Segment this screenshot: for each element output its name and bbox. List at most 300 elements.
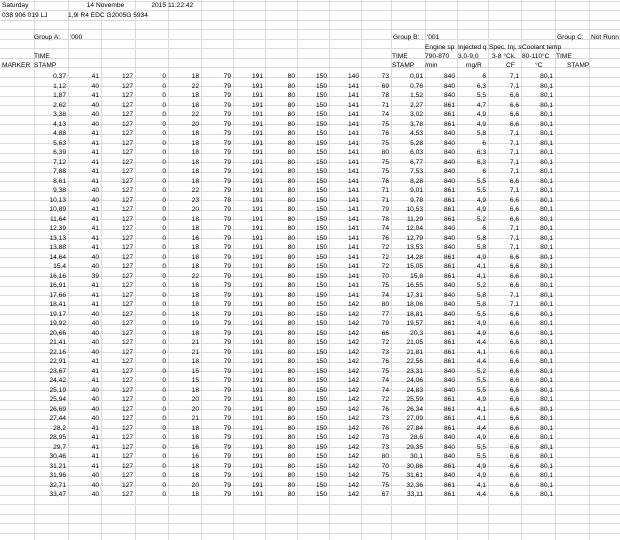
col-g-cell[interactable]: 191 [251, 158, 263, 166]
col-g-cell[interactable]: 191 [251, 139, 263, 147]
col-j-cell[interactable]: 141 [347, 177, 359, 185]
col-h-cell[interactable]: 80 [287, 301, 295, 308]
col-j-cell[interactable]: 141 [347, 187, 359, 194]
spec-inj-cell[interactable]: 7,1 [509, 82, 519, 90]
spec-inj-cell[interactable]: 7,1 [509, 244, 519, 251]
time-stamp-a-cell[interactable]: 16,16 [49, 272, 66, 280]
engine-speed-cell[interactable]: 840 [443, 472, 455, 479]
col-g-cell[interactable]: 191 [251, 472, 263, 479]
time-stamp-b-cell[interactable]: 10,53 [406, 206, 423, 213]
col-i-cell[interactable]: 150 [315, 158, 327, 166]
col-j-cell[interactable]: 141 [347, 206, 359, 213]
col-j-cell[interactable]: 142 [347, 367, 359, 375]
col-k-cell[interactable]: 76 [381, 234, 389, 242]
col-h-cell[interactable]: 80 [287, 139, 295, 147]
col-e-cell[interactable]: 20 [191, 120, 199, 128]
col-k-cell[interactable]: 76 [381, 424, 389, 432]
spec-inj-cell[interactable]: 7,1 [509, 234, 519, 242]
engine-speed-cell[interactable]: 840 [443, 282, 455, 289]
coolant-temp-cell[interactable]: 80,1 [540, 424, 553, 432]
col-e-cell[interactable]: 16 [191, 434, 199, 441]
engine-speed-cell[interactable]: 861 [443, 101, 455, 109]
col-c-cell[interactable]: 127 [121, 424, 133, 432]
col-e-cell[interactable]: 21 [191, 415, 199, 422]
col-j-cell[interactable]: 141 [347, 139, 359, 147]
col-e-cell[interactable]: 18 [191, 472, 199, 479]
col-k-cell[interactable]: 74 [381, 377, 389, 384]
col-b-cell[interactable]: 41 [91, 301, 99, 308]
col-e-cell[interactable]: 16 [191, 443, 199, 451]
injected-qty-cell[interactable]: 4,7 [476, 101, 486, 109]
col-f-cell[interactable]: 79 [223, 92, 231, 99]
time-stamp-b-cell[interactable]: 14,28 [406, 253, 423, 261]
time-header-c[interactable]: TIME [556, 53, 572, 60]
col-c-cell[interactable]: 127 [121, 339, 133, 346]
col-f-cell[interactable]: 79 [223, 225, 231, 232]
col-j-cell[interactable]: 142 [347, 329, 359, 337]
col-i-cell[interactable]: 150 [315, 396, 327, 403]
time-stamp-a-cell[interactable]: 15,4 [53, 263, 66, 270]
col-i-cell[interactable]: 150 [315, 253, 327, 261]
col-d-cell[interactable]: 0 [162, 187, 166, 194]
col-j-cell[interactable]: 142 [347, 462, 359, 470]
col-j-cell[interactable]: 141 [347, 215, 359, 223]
time-stamp-b-cell[interactable]: 0,76 [410, 82, 423, 90]
col-h-cell[interactable]: 80 [287, 396, 295, 403]
col-j-cell[interactable]: 142 [347, 481, 359, 489]
engine-speed-cell[interactable]: 840 [443, 453, 455, 460]
col-b-cell[interactable]: 41 [91, 130, 99, 137]
coolant-temp-cell[interactable]: 80,1 [540, 120, 553, 128]
time-stamp-b-cell[interactable]: 2,27 [410, 101, 423, 109]
col-i-cell[interactable]: 150 [315, 348, 327, 356]
col-j-cell[interactable]: 141 [347, 244, 359, 251]
col-e-cell[interactable]: 18 [191, 177, 199, 185]
injected-qty-cell[interactable]: 4,9 [476, 472, 486, 479]
time-stamp-b-cell[interactable]: 21,05 [406, 339, 423, 346]
col-g-cell[interactable]: 191 [251, 377, 263, 384]
col-d-cell[interactable]: 0 [162, 196, 166, 204]
injected-qty-range[interactable]: 3,0-9,0 [458, 53, 479, 60]
col-h-cell[interactable]: 80 [287, 225, 295, 232]
col-i-cell[interactable]: 150 [315, 310, 327, 318]
col-b-cell[interactable]: 41 [91, 453, 99, 460]
col-d-cell[interactable]: 0 [162, 282, 166, 289]
injected-qty-cell[interactable]: 5,5 [476, 386, 486, 394]
col-h-cell[interactable]: 80 [287, 329, 295, 337]
injected-qty-cell[interactable]: 4,9 [476, 196, 486, 204]
injected-qty-cell[interactable]: 4,4 [476, 491, 486, 498]
col-c-cell[interactable]: 127 [121, 177, 133, 185]
time-stamp-a-cell[interactable]: 16,91 [49, 282, 66, 289]
coolant-temp-cell[interactable]: 80,1 [540, 168, 553, 175]
col-j-cell[interactable]: 141 [347, 120, 359, 128]
time-stamp-b-cell[interactable]: 29,35 [406, 443, 423, 451]
col-b-cell[interactable]: 41 [91, 177, 99, 185]
engine-speed-cell[interactable]: 840 [443, 234, 455, 242]
time-stamp-b-cell[interactable]: 30,86 [406, 462, 423, 470]
col-h-cell[interactable]: 80 [287, 234, 295, 242]
time-header-a[interactable]: TIME [34, 53, 50, 60]
col-f-cell[interactable]: 79 [223, 139, 231, 147]
col-d-cell[interactable]: 0 [162, 215, 166, 223]
col-b-cell[interactable]: 41 [91, 462, 99, 470]
spec-inj-cell[interactable]: 6,6 [509, 282, 519, 289]
time-stamp-b-cell[interactable]: 26,34 [406, 405, 423, 413]
engine-speed-cell[interactable]: 861 [443, 320, 455, 327]
col-i-cell[interactable]: 150 [315, 215, 327, 223]
coolant-temp-cell[interactable]: 80,1 [540, 244, 553, 251]
coolant-temp-cell[interactable]: 80,1 [540, 82, 553, 90]
col-g-cell[interactable]: 191 [251, 434, 263, 441]
spec-inj-cell[interactable]: 6,6 [509, 120, 519, 128]
col-e-cell[interactable]: 18 [191, 386, 199, 394]
spec-inj-cell[interactable]: 6,6 [509, 310, 519, 318]
coolant-temp-cell[interactable]: 80,1 [540, 92, 553, 99]
col-k-cell[interactable]: 78 [381, 215, 389, 223]
col-f-cell[interactable]: 79 [223, 101, 231, 109]
col-i-cell[interactable]: 150 [315, 377, 327, 384]
engine-speed-cell[interactable]: 861 [443, 415, 455, 422]
col-k-cell[interactable]: 73 [381, 73, 389, 80]
col-h-cell[interactable]: 80 [287, 244, 295, 251]
col-b-cell[interactable]: 40 [91, 101, 99, 109]
col-h-cell[interactable]: 80 [287, 443, 295, 451]
col-g-cell[interactable]: 191 [251, 358, 263, 365]
col-j-cell[interactable]: 141 [347, 225, 359, 232]
col-h-cell[interactable]: 80 [287, 168, 295, 175]
col-i-cell[interactable]: 150 [315, 367, 327, 375]
col-b-cell[interactable]: 41 [91, 206, 99, 213]
col-b-cell[interactable]: 40 [91, 481, 99, 489]
col-k-cell[interactable]: 75 [381, 472, 389, 479]
col-d-cell[interactable]: 0 [162, 491, 166, 498]
col-g-cell[interactable]: 191 [251, 282, 263, 289]
col-j-cell[interactable]: 142 [347, 396, 359, 403]
col-b-cell[interactable]: 41 [91, 291, 99, 299]
spec-inj-cell[interactable]: 6,6 [509, 415, 519, 422]
col-c-cell[interactable]: 127 [121, 462, 133, 470]
spec-inj-cell[interactable]: 6,6 [509, 472, 519, 479]
col-h-cell[interactable]: 80 [287, 253, 295, 261]
col-i-cell[interactable]: 150 [315, 472, 327, 479]
col-e-cell[interactable]: 18 [191, 491, 199, 498]
col-e-cell[interactable]: 18 [191, 301, 199, 308]
col-b-cell[interactable]: 40 [91, 472, 99, 479]
time-stamp-a-cell[interactable]: 21,41 [49, 339, 66, 346]
engine-speed-header[interactable]: Engine sp [425, 44, 455, 51]
col-g-cell[interactable]: 191 [251, 348, 263, 356]
coolant-temp-cell[interactable]: 80,1 [540, 415, 553, 422]
col-g-cell[interactable]: 191 [251, 244, 263, 251]
time-stamp-a-cell[interactable]: 22,91 [49, 358, 66, 365]
time-stamp-a-cell[interactable]: 29,7 [53, 443, 66, 451]
col-f-cell[interactable]: 79 [223, 206, 231, 213]
time-cell[interactable]: 11:22:42 [168, 2, 194, 9]
col-f-cell[interactable]: 79 [223, 329, 231, 337]
coolant-temp-cell[interactable]: 80,1 [540, 301, 553, 308]
col-h-cell[interactable]: 80 [287, 320, 295, 327]
spec-inj-cell[interactable]: 6,6 [509, 177, 519, 185]
time-stamp-a-cell[interactable]: 28,2 [53, 424, 66, 432]
col-h-cell[interactable]: 80 [287, 377, 295, 384]
coolant-temp-cell[interactable]: 80,1 [540, 348, 553, 356]
time-stamp-b-cell[interactable]: 31,61 [406, 472, 423, 479]
col-f-cell[interactable]: 79 [223, 263, 231, 270]
col-g-cell[interactable]: 191 [251, 367, 263, 375]
col-c-cell[interactable]: 127 [121, 348, 133, 356]
col-e-cell[interactable]: 21 [191, 348, 199, 356]
spec-inj-cell[interactable]: 7,1 [509, 149, 519, 156]
spec-inj-cell[interactable]: 6,6 [509, 206, 519, 213]
coolant-temp-cell[interactable]: 80,1 [540, 234, 553, 242]
spec-inj-cell[interactable]: 7,1 [509, 139, 519, 147]
time-stamp-b-cell[interactable]: 20,3 [410, 329, 423, 337]
coolant-temp-cell[interactable]: 80,1 [540, 329, 553, 337]
col-k-cell[interactable]: 72 [381, 339, 389, 346]
col-i-cell[interactable]: 150 [315, 434, 327, 441]
col-g-cell[interactable]: 191 [251, 481, 263, 489]
col-k-cell[interactable]: 71 [381, 196, 389, 204]
col-i-cell[interactable]: 150 [315, 206, 327, 213]
col-k-cell[interactable]: 79 [381, 320, 389, 327]
col-i-cell[interactable]: 150 [315, 320, 327, 327]
engine-speed-cell[interactable]: 840 [443, 443, 455, 451]
col-k-cell[interactable]: 71 [381, 187, 389, 194]
col-d-cell[interactable]: 0 [162, 158, 166, 166]
col-b-cell[interactable]: 41 [91, 225, 99, 232]
col-i-cell[interactable]: 150 [315, 329, 327, 337]
col-e-cell[interactable]: 18 [191, 73, 199, 80]
coolant-unit[interactable]: °C [535, 62, 543, 69]
engine-speed-cell[interactable]: 861 [443, 196, 455, 204]
col-e-cell[interactable]: 18 [191, 139, 199, 147]
col-j-cell[interactable]: 141 [347, 282, 359, 289]
col-i-cell[interactable]: 150 [315, 481, 327, 489]
injected-qty-cell[interactable]: 4,9 [476, 120, 486, 128]
col-g-cell[interactable]: 191 [251, 73, 263, 80]
time-stamp-a-cell[interactable]: 10,89 [49, 206, 66, 213]
coolant-temp-cell[interactable]: 80,1 [540, 320, 553, 327]
col-b-cell[interactable]: 40 [91, 187, 99, 194]
col-h-cell[interactable]: 80 [287, 481, 295, 489]
col-i-cell[interactable]: 150 [315, 386, 327, 394]
engine-speed-cell[interactable]: 840 [443, 73, 455, 80]
coolant-temp-cell[interactable]: 80,1 [540, 215, 553, 223]
col-b-cell[interactable]: 40 [91, 415, 99, 422]
col-f-cell[interactable]: 79 [223, 367, 231, 375]
day-cell[interactable]: Saturday [2, 2, 29, 9]
col-i-cell[interactable]: 150 [315, 443, 327, 451]
col-i-cell[interactable]: 150 [315, 491, 327, 498]
col-d-cell[interactable]: 0 [162, 339, 166, 346]
col-i-cell[interactable]: 150 [315, 462, 327, 470]
col-k-cell[interactable]: 72 [381, 263, 389, 270]
col-e-cell[interactable]: 16 [191, 234, 199, 242]
col-h-cell[interactable]: 80 [287, 149, 295, 156]
engine-speed-cell[interactable]: 861 [443, 424, 455, 432]
spec-inj-cell[interactable]: 6,6 [509, 329, 519, 337]
time-stamp-b-cell[interactable]: 4,53 [410, 130, 423, 137]
col-h-cell[interactable]: 80 [287, 215, 295, 223]
time-stamp-a-cell[interactable]: 24,42 [49, 377, 66, 384]
time-stamp-b-cell[interactable]: 6,03 [410, 149, 423, 156]
col-i-cell[interactable]: 150 [315, 168, 327, 175]
col-k-cell[interactable]: 74 [381, 291, 389, 299]
col-c-cell[interactable]: 127 [121, 396, 133, 403]
col-g-cell[interactable]: 191 [251, 320, 263, 327]
col-c-cell[interactable]: 127 [121, 253, 133, 261]
col-b-cell[interactable]: 40 [91, 310, 99, 318]
col-f-cell[interactable]: 79 [223, 396, 231, 403]
col-k-cell[interactable]: 71 [381, 101, 389, 109]
col-k-cell[interactable]: 79 [381, 206, 389, 213]
spec-inj-cell[interactable]: 6,6 [509, 396, 519, 403]
col-d-cell[interactable]: 0 [162, 130, 166, 137]
col-c-cell[interactable]: 127 [121, 234, 133, 242]
col-i-cell[interactable]: 150 [315, 177, 327, 185]
injected-qty-cell[interactable]: 6 [482, 225, 486, 232]
col-i-cell[interactable]: 150 [315, 424, 327, 432]
injected-qty-cell[interactable]: 5,5 [476, 377, 486, 384]
col-k-cell[interactable]: 75 [381, 120, 389, 128]
time-stamp-a-cell[interactable]: 11,64 [49, 215, 66, 223]
spec-inj-cell[interactable]: 6,6 [509, 491, 519, 498]
col-h-cell[interactable]: 80 [287, 282, 295, 289]
injected-qty-cell[interactable]: 4,1 [476, 348, 486, 356]
col-i-cell[interactable]: 150 [315, 111, 327, 118]
time-stamp-b-cell[interactable]: 1,52 [410, 92, 423, 99]
col-h-cell[interactable]: 80 [287, 462, 295, 470]
col-e-cell[interactable]: 18 [191, 168, 199, 175]
col-g-cell[interactable]: 191 [251, 215, 263, 223]
col-k-cell[interactable]: 72 [381, 396, 389, 403]
col-h-cell[interactable]: 80 [287, 196, 295, 204]
time-stamp-a-cell[interactable]: 1,87 [53, 92, 66, 99]
col-b-cell[interactable]: 41 [91, 158, 99, 166]
time-stamp-b-cell[interactable]: 9,78 [410, 196, 423, 204]
col-h-cell[interactable]: 80 [287, 73, 295, 80]
col-c-cell[interactable]: 127 [121, 301, 133, 308]
spec-inj-cell[interactable]: 6,6 [509, 386, 519, 394]
spec-inj-cell[interactable]: 7,1 [509, 225, 519, 232]
time-stamp-b-cell[interactable]: 9,01 [410, 187, 423, 194]
time-stamp-b-cell[interactable]: 15,8 [410, 272, 423, 280]
time-stamp-a-cell[interactable]: 22,16 [49, 348, 66, 356]
time-stamp-a-cell[interactable]: 4,88 [53, 130, 66, 137]
col-d-cell[interactable]: 0 [162, 367, 166, 375]
col-h-cell[interactable]: 80 [287, 415, 295, 422]
time-stamp-b-cell[interactable]: 30,1 [410, 453, 423, 460]
time-stamp-b-cell[interactable]: 18,06 [406, 301, 423, 308]
col-c-cell[interactable]: 127 [121, 443, 133, 451]
time-stamp-b-cell[interactable]: 3,78 [410, 120, 423, 128]
col-g-cell[interactable]: 191 [251, 111, 263, 118]
col-j-cell[interactable]: 142 [347, 434, 359, 441]
spec-inj-cell[interactable]: 6,6 [509, 434, 519, 441]
time-stamp-a-cell[interactable]: 32,71 [49, 481, 66, 489]
spec-inj-cell[interactable]: 6,6 [509, 367, 519, 375]
time-stamp-b-cell[interactable]: 15,05 [406, 263, 423, 270]
injected-qty-cell[interactable]: 5,2 [476, 367, 486, 375]
col-i-cell[interactable]: 150 [315, 453, 327, 460]
col-e-cell[interactable]: 18 [191, 225, 199, 232]
col-j-cell[interactable]: 141 [347, 234, 359, 242]
coolant-temp-cell[interactable]: 80,1 [540, 310, 553, 318]
stamp-header-c[interactable]: STAMP [567, 62, 590, 69]
col-k-cell[interactable]: 76 [381, 405, 389, 413]
engine-speed-cell[interactable]: 840 [443, 434, 455, 441]
col-e-cell[interactable]: 19 [191, 320, 199, 327]
col-e-cell[interactable]: 18 [191, 149, 199, 156]
spec-inj-cell[interactable]: 7,1 [509, 187, 519, 194]
col-i-cell[interactable]: 150 [315, 82, 327, 90]
coolant-temp-cell[interactable]: 80,1 [540, 472, 553, 479]
group-a-value[interactable]: '000 [70, 34, 83, 41]
col-b-cell[interactable]: 41 [91, 73, 99, 80]
col-f-cell[interactable]: 79 [223, 177, 231, 185]
col-d-cell[interactable]: 0 [162, 244, 166, 251]
col-c-cell[interactable]: 127 [121, 130, 133, 137]
col-d-cell[interactable]: 0 [162, 253, 166, 261]
spec-inj-cell[interactable]: 7,1 [509, 158, 519, 166]
engine-speed-cell[interactable]: 861 [443, 253, 455, 261]
time-stamp-a-cell[interactable]: 2,62 [53, 101, 66, 109]
injected-qty-cell[interactable]: 5,5 [476, 453, 486, 460]
col-h-cell[interactable]: 80 [287, 291, 295, 299]
coolant-temp-cell[interactable]: 80,1 [540, 177, 553, 185]
engine-speed-cell[interactable]: 861 [443, 481, 455, 489]
col-c-cell[interactable]: 127 [121, 149, 133, 156]
col-j-cell[interactable]: 142 [347, 443, 359, 451]
col-k-cell[interactable]: 72 [381, 253, 389, 261]
col-f-cell[interactable]: 79 [223, 158, 231, 166]
time-stamp-a-cell[interactable]: 10,13 [49, 196, 66, 204]
engine-speed-cell[interactable]: 861 [443, 329, 455, 337]
engine-speed-cell[interactable]: 840 [443, 291, 455, 299]
col-c-cell[interactable]: 127 [121, 168, 133, 175]
col-c-cell[interactable]: 127 [121, 206, 133, 213]
col-k-cell[interactable]: 69 [381, 82, 389, 90]
time-stamp-a-cell[interactable]: 23,67 [49, 367, 66, 375]
group-c-label[interactable]: Group C: [557, 34, 584, 41]
col-i-cell[interactable]: 150 [315, 339, 327, 346]
injected-qty-cell[interactable]: 4,9 [476, 434, 486, 441]
col-i-cell[interactable]: 150 [315, 415, 327, 422]
col-h-cell[interactable]: 80 [287, 405, 295, 413]
col-i-cell[interactable]: 150 [315, 130, 327, 137]
col-g-cell[interactable]: 191 [251, 263, 263, 270]
time-stamp-a-cell[interactable]: 28,95 [49, 434, 66, 441]
injected-qty-cell[interactable]: 4,4 [476, 424, 486, 432]
coolant-temp-cell[interactable]: 80,1 [540, 158, 553, 166]
engine-speed-cell[interactable]: 861 [443, 396, 455, 403]
marker-header[interactable]: MARKER [2, 62, 31, 69]
time-stamp-b-cell[interactable]: 0,01 [410, 73, 423, 80]
col-k-cell[interactable]: 72 [381, 244, 389, 251]
col-d-cell[interactable]: 0 [162, 291, 166, 299]
injected-qty-cell[interactable]: 4,1 [476, 415, 486, 422]
col-b-cell[interactable]: 40 [91, 120, 99, 128]
engine-speed-cell[interactable]: 840 [443, 367, 455, 375]
coolant-temp-cell[interactable]: 80,1 [540, 339, 553, 346]
injected-qty-cell[interactable]: 5,8 [476, 130, 486, 137]
coolant-temp-cell[interactable]: 80,1 [540, 282, 553, 289]
col-j-cell[interactable]: 142 [347, 491, 359, 498]
col-i-cell[interactable]: 150 [315, 92, 327, 99]
col-b-cell[interactable]: 41 [91, 424, 99, 432]
coolant-temp-cell[interactable]: 80,1 [540, 367, 553, 375]
